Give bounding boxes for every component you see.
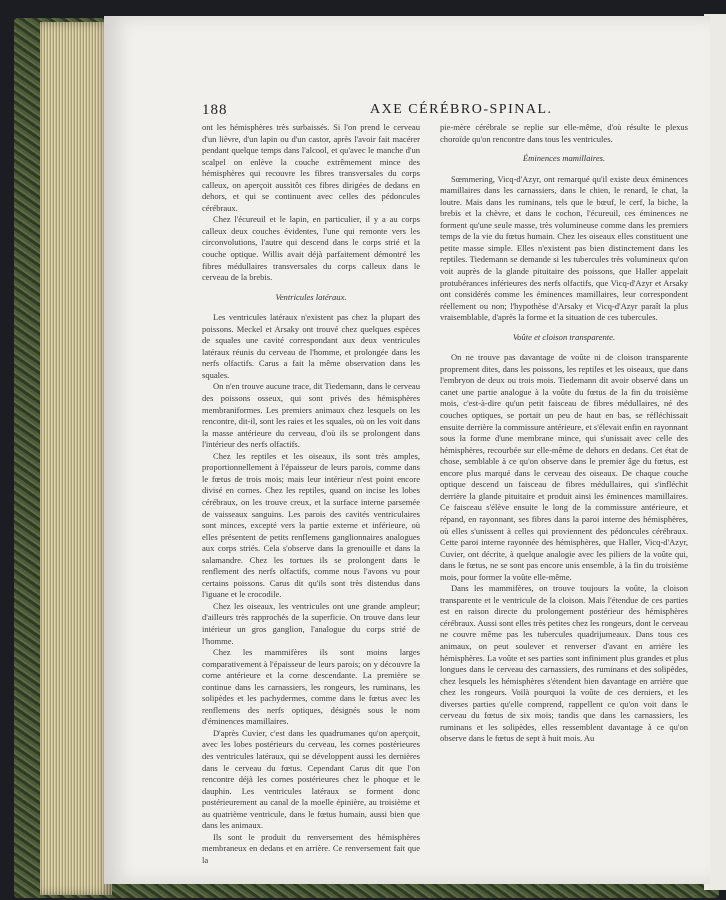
paragraph: Chez les mammifères ils sont moins larges comparativement à l'épaisseur de leurs parois; on y découvre la corne antérieure et la corne descendante. La première se continue dans les carnassiers, les rongeurs, les ruminans, les solipèdes et les pachydermes, comme dans le fœtus avec les renflemens des nerfs optiques, désignés sous le nom d'éminences mamillaires. <box>202 647 420 727</box>
running-head <box>202 102 702 122</box>
page-edges <box>40 22 112 895</box>
paragraph: Chez l'écureuil et le lapin, en particulier, il y a au corps calleux deux couches évidentes, l'une qui remonte vers les circonvolutions, l'autre qui descend dans le corps strié et la couche optique. Willis avait déjà parfaitement démontré les fibres médullaires transversales du corps calleux dans le cerveau de la brebis. <box>202 214 420 283</box>
section-heading: Voûte et cloison transparente. <box>512 331 616 342</box>
right-column <box>440 122 688 745</box>
paragraph: Ils sont le produit du renversement des hémisphères membraneux en dedans et en arrière. Ce renversement fait que la <box>202 831 420 865</box>
page-number: 188 <box>202 102 228 118</box>
section-heading: Éminences mamillaires. <box>522 153 606 164</box>
paragraph: Sœmmering, Vicq-d'Azyr, ont remarqué qu'il existe deux éminences mamillaires dans les carnassiers, dans le chien, le renard, le chat, la loutre. Mais dans les ruminans, tels que le bœuf, le cerf, la biche, la brebis et la chèvre, et dans le cochon, l'écureuil, ces éminences ne forment qu'une seule masse, très volumineuse comme dans les premiers temps de la vie du fœtus humain. Chez les oiseaux elles constituent une petite masse simple. Elles n'existent pas bien distinctement dans les reptiles. Tiedemann se demande si les tubercules très volumineux qu'on voit auprès de la glande pituitaire des poissons, que Haller appelait protubérances inférieures des nerfs olfactifs, que Vicq-d'Azyr et Arsaky ont considérés comme les éminences mamillaires, leur correspondent réellement ou non; l'hypothèse d'Arsaky et Vicq-d'Azyr paraît la plus vraisemblable, d'après la forme et la situation de ces tubercules. <box>440 173 688 323</box>
running-title: AXE CÉRÉBRO-SPINAL. <box>370 102 553 117</box>
paragraph: Chez les reptiles et les oiseaux, ils sont très amples, proportionnellement à l'épaisseur de leurs parois, comme dans le fœtus de trois mois; mais leur intérieur n'est point encore divisé en cornes. Chez les reptiles, quand on incise les lobes cérébraux, on les trouve creux, et la surface interne parsemée de vaisseaux sanguins. Les parois des cavités ventriculaires sont minces, excepté vers la partie externe et inférieure, où elles présentent de petits renflemens ganglionnaires analogues aux corps striés. Cela s'observe dans la grenouille et dans la salamandre. Chez les tortues ils se prolongent dans le renflement des nerfs olfactifs, comme nous l'avons vu pour certains poissons. Carus dit qu'ils sont très distendus dans l'iguane et le crocodile. <box>202 450 420 600</box>
paragraph: ont les hémisphères très surbaissés. Si l'on prend le cerveau d'un lièvre, d'un lapin ou d'un castor, après l'avoir fait macérer pendant quelque temps dans l'alcool, et qu'avec le manche d'un scalpel on enlève la couche extrêmement mince des hémisphères qui recouvre les fibres transversales du corps calleux, on aperçoit aussitôt ces fibres dirigées de dedans en dehors, et qui se continuent avec celles des pédoncules cérébraux. <box>202 122 420 213</box>
paragraph: On n'en trouve aucune trace, dit Tiedemann, dans le cerveau des poissons osseux, qui sont privés des hémisphères membraniformes. Les premiers animaux chez lesquels on les rencontre, dit-il, sont les raies et les squales, où on les voit dans la masse antérieure du cerveau, d'où ils se prolongent dans l'intérieur des nerfs olfactifs. <box>202 381 420 450</box>
paragraph: Dans les mammifères, on trouve toujours la voûte, la cloison transparente et le ventricule de la cloison. Mais l'étendue de ces parties est en raison directe du prolongement postérieur des hémisphères cérébraux. Aussi sont elles très petites chez les rongeurs, dont le cerveau ne couvre même pas les tubercules quadrijumeaux. Dans tous ces animaux, on peut soulever et renverser d'avant en arrière les hémisphères. La voûte et ses parties sont infiniment plus grandes et plus longues dans le cerveau des carnassiers, des ruminans et des solipèdes, chez lesquels les hémisphères s'étendent bien davantage en arrière que chez les rongeurs. Voilà pourquoi la voûte de ces derniers, et les diverses parties qu'elle comprend, rappellent ce qu'on voit dans le cerveau du fœtus de six mois; tandis que dans les carnassiers, les ruminans et les solipèdes, elles ressemblent davantage à ce qu'on observe dans le fœtus de sept à huit mois. Au <box>440 583 689 744</box>
paragraph: pie-mère cérébrale se replie sur elle-même, d'où résulte le plexus choroïde qu'on rencontre dans tous les ventricules. <box>440 122 688 144</box>
section-heading: Ventricules latéraux. <box>275 291 347 302</box>
left-column <box>202 122 420 866</box>
paragraph: On ne trouve pas davantage de voûte ni de cloison transparente proprement dites, dans les poissons, les reptiles et les oiseaux, que dans l'embryon de deux ou trois mois. Tiedemann dit avoir observé dans un canet une partie analogue à la voûte du fœtus de la fin du troisième mois, c'est-à-dire qu'un petit faisceau de fibres médullaires, né des couches optiques, se portait un peu de haut en bas, se réfléchissait ensuite derrière la commissure antérieure, et s'élevait enfin en rayonnant sous la forme d'une membrane mince, qui s'unissait avec celle des hémisphères, recourbée sur elle-même de dehors en dedans. Cet état de chose, semblable à ce qu'on observe dans le premier âge du fœtus, est encore plus marqué dans le cerveau des oiseaux. De chaque couche optique descend un faisceau de fibres médullaires, qui s'infléchit derrière la glande pituitaire et produit ainsi les éminences mamillaires. Ce faisceau s'élève ensuite le long de la commissure antérieure, et répand, en rayonnant, ses fibres dans la paroi interne des hémisphères, où elles s'unissent à celles qui proviennent des pédoncules cérébraux. Cette paroi interne rayonnée des hémisphères, que Haller, Vicq-d'Azyr, Cuvier, ont décrite, à quelque analogie avec les piliers de la voûte qui, dans le fœtus, ne se sont pas encore unis ensemble, à la fin du troisième mois, pour former la voûte elle-même. <box>440 352 688 582</box>
paragraph: Chez les oiseaux, les ventricules ont une grande ampleur; d'ailleurs très rapprochés de la superficie. On trouve dans leur intérieur un gros ganglion, l'analogue du corps strié de l'homme. <box>202 600 420 646</box>
paragraph: Les ventricules latéraux n'existent pas chez la plupart des poissons. Meckel et Arsaky ont trouvé chez quelques espèces de squales une cavité correspondant aux deux ventricules latéraux réunis du cerveau de l'homme, et prolongée dans les nerfs olfactifs. Carus a fait la même observation dans les squales. <box>202 312 420 380</box>
paragraph: D'après Cuvier, c'est dans les quadrumanes qu'on aperçoit, avec les lobes postérieurs du cerveau, les cornes postérieures des ventricules latéraux, qui se développent aussi les dernières dans le cerveau du fœtus. Cependant Carus dit que l'on rencontre déjà les cornes postérieures chez le phoque et le dauphin. Les ventricules latéraux se forment donc postérieurement au canal de la moelle épinière, au troisième et au quatrième ventricule, dans le fœtus humain, aussi bien que dans les animaux. <box>202 727 420 831</box>
